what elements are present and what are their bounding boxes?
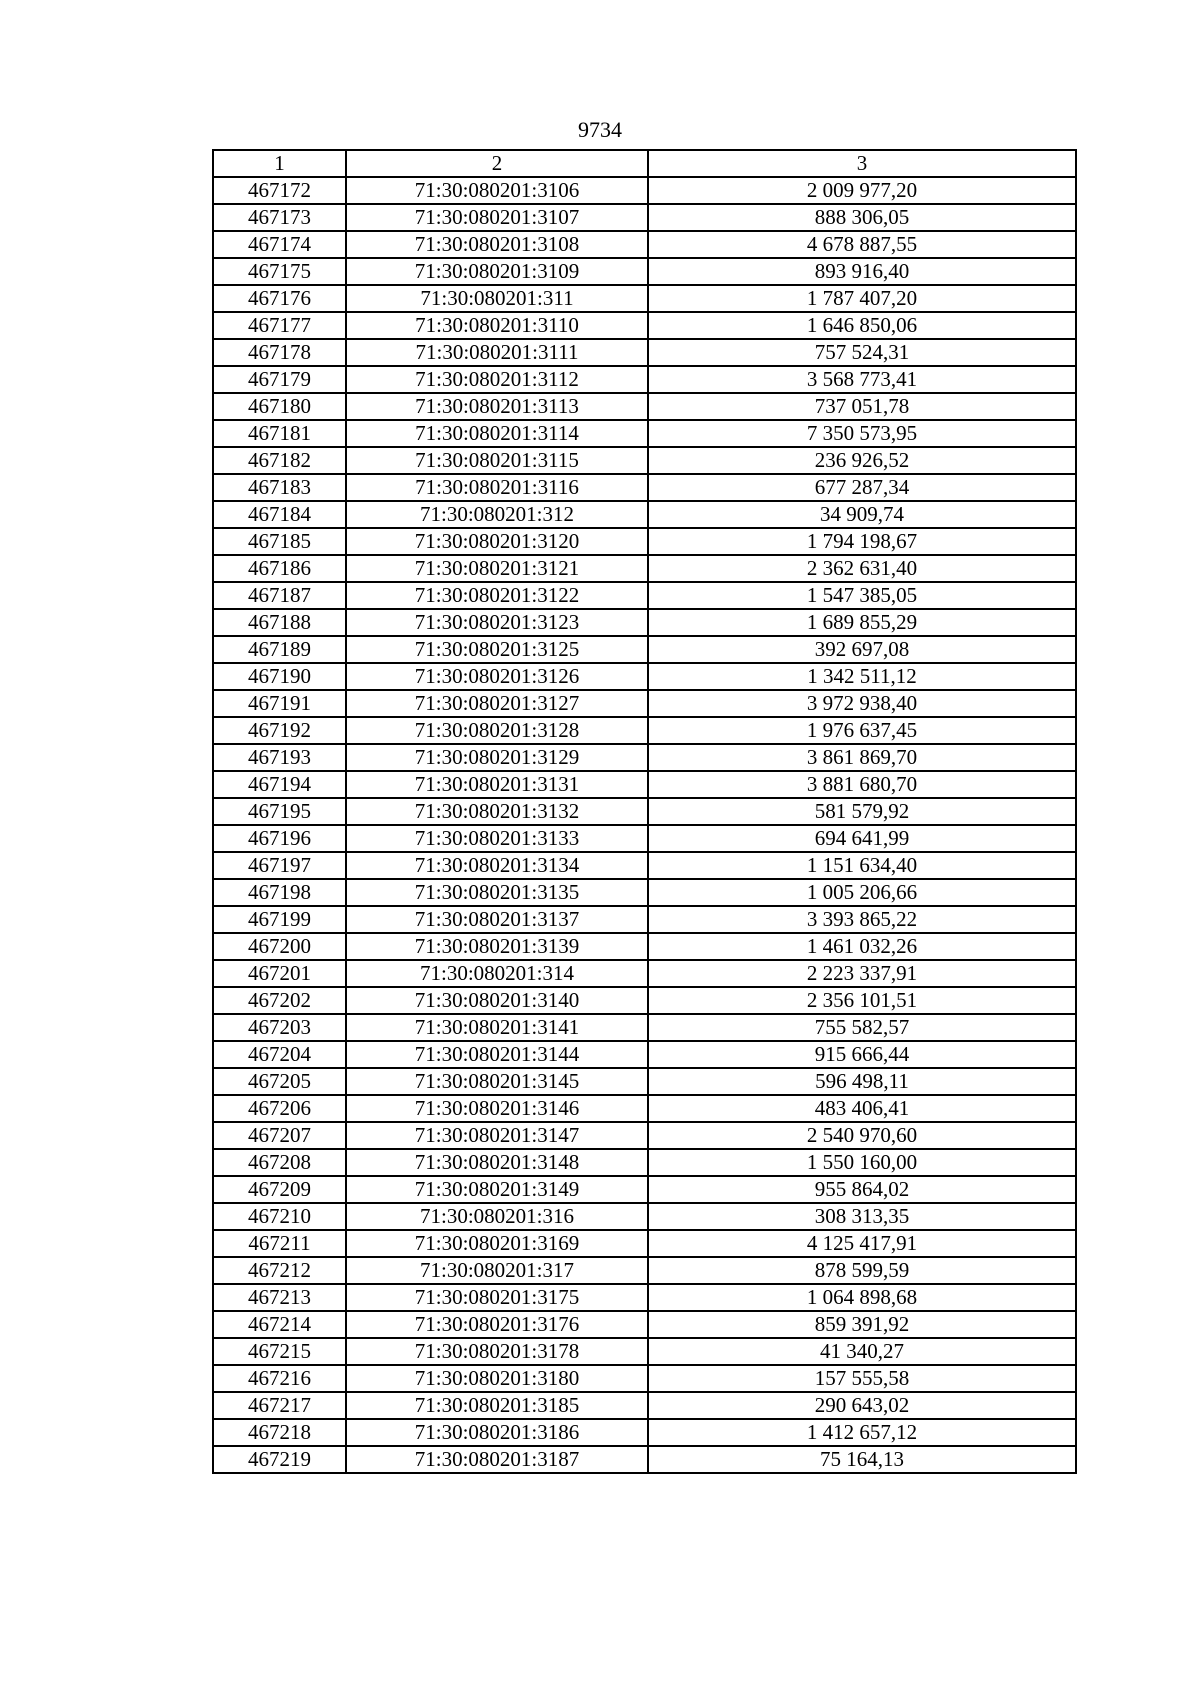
row-number-cell: 467203 — [213, 1014, 346, 1041]
table-row — [213, 258, 1076, 285]
cadastral-value-cell: 3 568 773,41 — [648, 366, 1076, 393]
table-row — [213, 690, 1076, 717]
table-row — [213, 285, 1076, 312]
cadastral-number-cell: 71:30:080201:3127 — [346, 690, 648, 717]
table-row — [213, 1203, 1076, 1230]
table-row — [213, 1257, 1076, 1284]
cadastral-number-cell: 71:30:080201:3114 — [346, 420, 648, 447]
cadastral-number-cell: 71:30:080201:3109 — [346, 258, 648, 285]
row-number-cell: 467198 — [213, 879, 346, 906]
table-row — [213, 1230, 1076, 1257]
cadastral-value-cell: 859 391,92 — [648, 1311, 1076, 1338]
cadastral-value-table — [212, 149, 1077, 1474]
cadastral-number-cell: 71:30:080201:3120 — [346, 528, 648, 555]
table-row — [213, 1149, 1076, 1176]
table-row — [213, 717, 1076, 744]
row-number-cell: 467176 — [213, 285, 346, 312]
row-number-cell: 467200 — [213, 933, 346, 960]
cadastral-number-cell: 71:30:080201:3178 — [346, 1338, 648, 1365]
table-row — [213, 960, 1076, 987]
table-row — [213, 528, 1076, 555]
row-number-cell: 467192 — [213, 717, 346, 744]
cadastral-value-cell: 1 787 407,20 — [648, 285, 1076, 312]
table-row — [213, 852, 1076, 879]
row-number-cell: 467181 — [213, 420, 346, 447]
cadastral-value-cell: 677 287,34 — [648, 474, 1076, 501]
cadastral-value-cell: 1 794 198,67 — [648, 528, 1076, 555]
table-row — [213, 1311, 1076, 1338]
table-header-row — [213, 150, 1076, 177]
cadastral-number-cell: 71:30:080201:3135 — [346, 879, 648, 906]
row-number-cell: 467210 — [213, 1203, 346, 1230]
row-number-cell: 467188 — [213, 609, 346, 636]
row-number-cell: 467207 — [213, 1122, 346, 1149]
table-row — [213, 501, 1076, 528]
row-number-cell: 467215 — [213, 1338, 346, 1365]
cadastral-number-cell: 71:30:080201:3133 — [346, 825, 648, 852]
cadastral-number-cell: 71:30:080201:3108 — [346, 231, 648, 258]
cadastral-value-cell: 2 009 977,20 — [648, 177, 1076, 204]
table-row — [213, 1122, 1076, 1149]
cadastral-value-cell: 2 540 970,60 — [648, 1122, 1076, 1149]
cadastral-number-cell: 71:30:080201:3185 — [346, 1392, 648, 1419]
cadastral-number-cell: 71:30:080201:3125 — [346, 636, 648, 663]
cadastral-value-cell: 1 550 160,00 — [648, 1149, 1076, 1176]
cadastral-value-cell: 483 406,41 — [648, 1095, 1076, 1122]
cadastral-number-cell: 71:30:080201:3110 — [346, 312, 648, 339]
cadastral-number-cell: 71:30:080201:3122 — [346, 582, 648, 609]
cadastral-number-cell: 71:30:080201:3187 — [346, 1446, 648, 1473]
row-number-cell: 467187 — [213, 582, 346, 609]
cadastral-value-cell: 755 582,57 — [648, 1014, 1076, 1041]
cadastral-value-cell: 2 223 337,91 — [648, 960, 1076, 987]
cadastral-value-cell: 1 151 634,40 — [648, 852, 1076, 879]
table-row — [213, 474, 1076, 501]
cadastral-value-cell: 3 881 680,70 — [648, 771, 1076, 798]
cadastral-value-cell: 1 976 637,45 — [648, 717, 1076, 744]
cadastral-value-cell: 7 350 573,95 — [648, 420, 1076, 447]
table-row — [213, 204, 1076, 231]
row-number-cell: 467196 — [213, 825, 346, 852]
row-number-cell: 467191 — [213, 690, 346, 717]
cadastral-number-cell: 71:30:080201:3123 — [346, 609, 648, 636]
cadastral-number-cell: 71:30:080201:3148 — [346, 1149, 648, 1176]
cadastral-value-cell: 737 051,78 — [648, 393, 1076, 420]
row-number-cell: 467177 — [213, 312, 346, 339]
cadastral-number-cell: 71:30:080201:317 — [346, 1257, 648, 1284]
cadastral-value-cell: 4 125 417,91 — [648, 1230, 1076, 1257]
cadastral-number-cell: 71:30:080201:3131 — [346, 771, 648, 798]
column-header-1: 1 — [213, 150, 346, 177]
table-row — [213, 231, 1076, 258]
cadastral-value-cell: 893 916,40 — [648, 258, 1076, 285]
table-row — [213, 663, 1076, 690]
table-row — [213, 933, 1076, 960]
row-number-cell: 467204 — [213, 1041, 346, 1068]
row-number-cell: 467201 — [213, 960, 346, 987]
row-number-cell: 467216 — [213, 1365, 346, 1392]
cadastral-number-cell: 71:30:080201:3149 — [346, 1176, 648, 1203]
cadastral-number-cell: 71:30:080201:3126 — [346, 663, 648, 690]
cadastral-value-cell: 1 547 385,05 — [648, 582, 1076, 609]
cadastral-value-cell: 1 064 898,68 — [648, 1284, 1076, 1311]
table-row — [213, 177, 1076, 204]
cadastral-value-cell: 955 864,02 — [648, 1176, 1076, 1203]
cadastral-value-cell: 1 412 657,12 — [648, 1419, 1076, 1446]
table-row — [213, 1068, 1076, 1095]
table-row — [213, 582, 1076, 609]
row-number-cell: 467218 — [213, 1419, 346, 1446]
cadastral-number-cell: 71:30:080201:3107 — [346, 204, 648, 231]
column-header-3: 3 — [648, 150, 1076, 177]
cadastral-value-cell: 1 689 855,29 — [648, 609, 1076, 636]
cadastral-value-cell: 3 972 938,40 — [648, 690, 1076, 717]
cadastral-number-cell: 71:30:080201:3128 — [346, 717, 648, 744]
cadastral-value-cell: 1 005 206,66 — [648, 879, 1076, 906]
row-number-cell: 467193 — [213, 744, 346, 771]
cadastral-number-cell: 71:30:080201:3132 — [346, 798, 648, 825]
table-row — [213, 1284, 1076, 1311]
cadastral-value-cell: 1 342 511,12 — [648, 663, 1076, 690]
cadastral-number-cell: 71:30:080201:3115 — [346, 447, 648, 474]
cadastral-value-cell: 290 643,02 — [648, 1392, 1076, 1419]
row-number-cell: 467175 — [213, 258, 346, 285]
table-row — [213, 771, 1076, 798]
cadastral-number-cell: 71:30:080201:3121 — [346, 555, 648, 582]
row-number-cell: 467205 — [213, 1068, 346, 1095]
row-number-cell: 467211 — [213, 1230, 346, 1257]
cadastral-number-cell: 71:30:080201:3176 — [346, 1311, 648, 1338]
table-row — [213, 1041, 1076, 1068]
table-row — [213, 879, 1076, 906]
cadastral-number-cell: 71:30:080201:316 — [346, 1203, 648, 1230]
row-number-cell: 467186 — [213, 555, 346, 582]
cadastral-value-cell: 75 164,13 — [648, 1446, 1076, 1473]
cadastral-number-cell: 71:30:080201:3140 — [346, 987, 648, 1014]
cadastral-number-cell: 71:30:080201:3180 — [346, 1365, 648, 1392]
page-number: 9734 — [578, 117, 622, 142]
cadastral-value-cell: 757 524,31 — [648, 339, 1076, 366]
row-number-cell: 467174 — [213, 231, 346, 258]
cadastral-value-cell: 392 697,08 — [648, 636, 1076, 663]
cadastral-value-cell: 581 579,92 — [648, 798, 1076, 825]
cadastral-value-cell: 308 313,35 — [648, 1203, 1076, 1230]
row-number-cell: 467213 — [213, 1284, 346, 1311]
table-row — [213, 825, 1076, 852]
cadastral-value-cell: 41 340,27 — [648, 1338, 1076, 1365]
cadastral-number-cell: 71:30:080201:3129 — [346, 744, 648, 771]
row-number-cell: 467206 — [213, 1095, 346, 1122]
table-row — [213, 366, 1076, 393]
table-row — [213, 420, 1076, 447]
table-row — [213, 609, 1076, 636]
row-number-cell: 467209 — [213, 1176, 346, 1203]
cadastral-number-cell: 71:30:080201:3175 — [346, 1284, 648, 1311]
cadastral-number-cell: 71:30:080201:3144 — [346, 1041, 648, 1068]
table-row — [213, 1176, 1076, 1203]
row-number-cell: 467208 — [213, 1149, 346, 1176]
table-row — [213, 1095, 1076, 1122]
column-header-2: 2 — [346, 150, 648, 177]
cadastral-value-cell: 2 356 101,51 — [648, 987, 1076, 1014]
cadastral-value-cell: 596 498,11 — [648, 1068, 1076, 1095]
cadastral-value-cell: 3 861 869,70 — [648, 744, 1076, 771]
row-number-cell: 467214 — [213, 1311, 346, 1338]
cadastral-value-cell: 2 362 631,40 — [648, 555, 1076, 582]
table-row — [213, 1419, 1076, 1446]
row-number-cell: 467179 — [213, 366, 346, 393]
row-number-cell: 467182 — [213, 447, 346, 474]
cadastral-number-cell: 71:30:080201:3147 — [346, 1122, 648, 1149]
table-row — [213, 393, 1076, 420]
table-row — [213, 798, 1076, 825]
cadastral-value-cell: 915 666,44 — [648, 1041, 1076, 1068]
cadastral-number-cell: 71:30:080201:3112 — [346, 366, 648, 393]
cadastral-value-cell: 1 461 032,26 — [648, 933, 1076, 960]
table-row — [213, 555, 1076, 582]
cadastral-number-cell: 71:30:080201:3113 — [346, 393, 648, 420]
cadastral-number-cell: 71:30:080201:3134 — [346, 852, 648, 879]
cadastral-value-cell: 4 678 887,55 — [648, 231, 1076, 258]
row-number-cell: 467219 — [213, 1446, 346, 1473]
table-row — [213, 447, 1076, 474]
row-number-cell: 467189 — [213, 636, 346, 663]
row-number-cell: 467197 — [213, 852, 346, 879]
cadastral-number-cell: 71:30:080201:3137 — [346, 906, 648, 933]
row-number-cell: 467183 — [213, 474, 346, 501]
cadastral-value-cell: 236 926,52 — [648, 447, 1076, 474]
row-number-cell: 467185 — [213, 528, 346, 555]
row-number-cell: 467184 — [213, 501, 346, 528]
cadastral-value-cell: 878 599,59 — [648, 1257, 1076, 1284]
cadastral-number-cell: 71:30:080201:3116 — [346, 474, 648, 501]
table-row — [213, 1014, 1076, 1041]
cadastral-value-cell: 1 646 850,06 — [648, 312, 1076, 339]
table-row — [213, 906, 1076, 933]
cadastral-value-cell: 888 306,05 — [648, 204, 1076, 231]
table-row — [213, 1338, 1076, 1365]
cadastral-value-cell: 3 393 865,22 — [648, 906, 1076, 933]
cadastral-number-cell: 71:30:080201:3169 — [346, 1230, 648, 1257]
table-row — [213, 636, 1076, 663]
cadastral-value-cell: 157 555,58 — [648, 1365, 1076, 1392]
table-row — [213, 339, 1076, 366]
table-body — [213, 177, 1076, 1473]
table-row — [213, 744, 1076, 771]
cadastral-value-cell: 34 909,74 — [648, 501, 1076, 528]
cadastral-number-cell: 71:30:080201:3139 — [346, 933, 648, 960]
table-row — [213, 1392, 1076, 1419]
row-number-cell: 467190 — [213, 663, 346, 690]
cadastral-number-cell: 71:30:080201:3141 — [346, 1014, 648, 1041]
row-number-cell: 467212 — [213, 1257, 346, 1284]
row-number-cell: 467180 — [213, 393, 346, 420]
cadastral-number-cell: 71:30:080201:3145 — [346, 1068, 648, 1095]
row-number-cell: 467202 — [213, 987, 346, 1014]
cadastral-number-cell: 71:30:080201:311 — [346, 285, 648, 312]
row-number-cell: 467173 — [213, 204, 346, 231]
row-number-cell: 467217 — [213, 1392, 346, 1419]
cadastral-number-cell: 71:30:080201:3106 — [346, 177, 648, 204]
cadastral-number-cell: 71:30:080201:3111 — [346, 339, 648, 366]
cadastral-value-cell: 694 641,99 — [648, 825, 1076, 852]
row-number-cell: 467194 — [213, 771, 346, 798]
table-row — [213, 987, 1076, 1014]
table-row — [213, 1365, 1076, 1392]
cadastral-number-cell: 71:30:080201:314 — [346, 960, 648, 987]
row-number-cell: 467199 — [213, 906, 346, 933]
row-number-cell: 467172 — [213, 177, 346, 204]
row-number-cell: 467195 — [213, 798, 346, 825]
row-number-cell: 467178 — [213, 339, 346, 366]
table-row — [213, 1446, 1076, 1473]
cadastral-number-cell: 71:30:080201:3146 — [346, 1095, 648, 1122]
table-row — [213, 312, 1076, 339]
cadastral-number-cell: 71:30:080201:312 — [346, 501, 648, 528]
cadastral-number-cell: 71:30:080201:3186 — [346, 1419, 648, 1446]
